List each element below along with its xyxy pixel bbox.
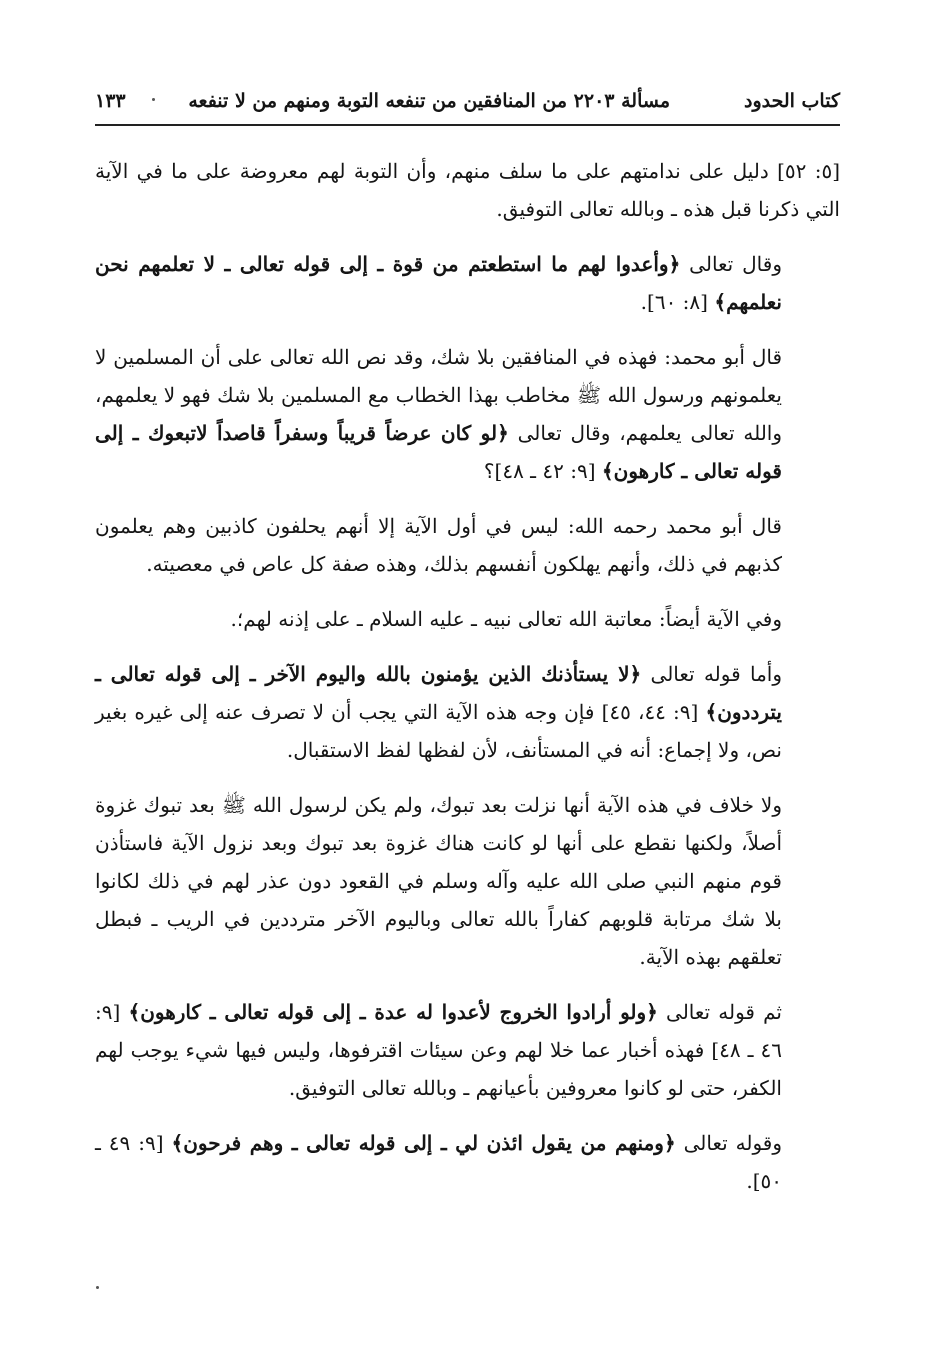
paragraph-8 (95, 993, 840, 1107)
page-number: ١٣٣ (95, 90, 126, 112)
header-book-title: كتاب الحدود (743, 90, 840, 112)
verse-ref-2: [٨: ٦٠]. (640, 290, 715, 314)
paragraph-4-text: قال أبو محمد رحمه الله: ليس في أول الآية إلا أنهم يحلفون كاذبين وهم يعلمون كذبهم في ذلك، وأنهم يهلكون أنفسهم بذلك، وهذه صفة كل عاص في معصيته. (95, 514, 782, 576)
paragraph-6-intro: وأما قوله تعالى (641, 662, 783, 686)
paragraph-5 (95, 600, 840, 638)
header-section-title: مسألة ٢٢٠٣ من المنافقين من تنفعه التوبة ومنهم من لا تنفعه (188, 90, 670, 112)
paragraph-6-text: [٩: ٤٤، ٤٥] فإن وجه هذه الآية التي يجب أن لا تصرف عنه إلى غيره بغير نص، ولا إجماع: أنه في المستأنف، لأن لفظها لفظ الاستقبال. (95, 700, 782, 762)
paragraph-3-text: قال أبو محمد: فهذه في المنافقين بلا شك، وقد نص الله تعالى على أن المسلمين لا يعلمونهم ورسول الله ﷺ مخاطب بهذا الخطاب مع المسلمين بلا شك فهو لا يعلمهم، والله تعالى يعلمهم، وقال تعالى (95, 345, 782, 445)
paragraph-1-text: [٥: ٥٢] دليل على ندامتهم على ما سلف منهم، وأن التوبة لهم معروضة على ما في الآية التي ذكرنا قبل هذه ـ وبالله تعالى التوفيق. (95, 159, 840, 221)
scan-speck (152, 98, 155, 101)
paragraph-3 (95, 338, 840, 490)
quran-quote-2: ﴿وأعدوا لهم ما استطعتم من قوة ـ إلى قوله تعالى ـ لا تعلمهم نحن نعلمهم﴾ (95, 252, 782, 314)
paragraph-8-intro: ثم قوله تعالى (657, 1000, 783, 1024)
paragraph-6 (95, 655, 840, 769)
paragraph-9 (95, 1124, 840, 1200)
quran-quote-9: ﴿ومنهم من يقول ائذن لي ـ إلى قوله تعالى ـ وهم فرحون﴾ (171, 1131, 676, 1155)
quran-quote-8: ﴿ولو أرادوا الخروج لأعدوا له عدة ـ إلى قوله تعالى ـ كارهون﴾ (128, 1000, 658, 1024)
paragraph-4 (95, 507, 840, 583)
verse-ref-9: [٩: ٤٩ ـ ٥٠]. (95, 1131, 782, 1193)
paragraph-7 (95, 786, 840, 976)
paragraph-8-text: [٩: ٤٦ ـ ٤٨] فهذه أخبار عما خلا لهم وعن سيئات اقترفوها، وليس فيها شيء يوجب لهم الكفر، حتى لو كانوا معروفين بأعيانهم ـ وبالله تعالى التوفيق. (95, 1000, 782, 1100)
quran-quote-3: ﴿لو كان عرضاً قريباً وسفراً قاصداً لاتبعوك ـ إلى قوله تعالى ـ كارهون﴾ (95, 421, 782, 483)
paragraph-7-text: ولا خلاف في هذه الآية أنها نزلت بعد تبوك، ولم يكن لرسول الله ﷺ بعد تبوك غزوة أصلاً، ولكنها نقطع على أنها لو كانت هناك غزوة بعد تبوك وبعد نزول الآية فاستأذن قوم منهم النبي صلى الله عليه وآله وسلم في القعود دون عذر لهم في ذلك لكانوا بلا شك مرتابة قلوبهم كفاراً بالله تعالى وباليوم الآخر مترددين في الريب ـ فبطل تعلقهم بهذه الآية. (95, 793, 782, 969)
book-page (95, 0, 840, 1370)
page-body (95, 152, 840, 1217)
verse-ref-3: [٩: ٤٢ ـ ٤٨]؟ (483, 459, 602, 483)
paragraph-2-intro: وقال تعالى (680, 252, 782, 276)
scan-speck (96, 1286, 99, 1289)
running-header (95, 84, 840, 126)
paragraph-5-text: وفي الآية أيضاً: معاتبة الله تعالى نبيه ـ عليه السلام ـ على إذنه لهم؛. (230, 607, 782, 631)
quran-quote-6: ﴿لا يستأذنك الذين يؤمنون بالله واليوم الآخر ـ إلى قوله تعالى ـ يترددون﴾ (95, 662, 782, 724)
paragraph-1 (95, 152, 840, 228)
paragraph-2 (95, 245, 840, 321)
paragraph-9-intro: وقوله تعالى (675, 1131, 782, 1155)
